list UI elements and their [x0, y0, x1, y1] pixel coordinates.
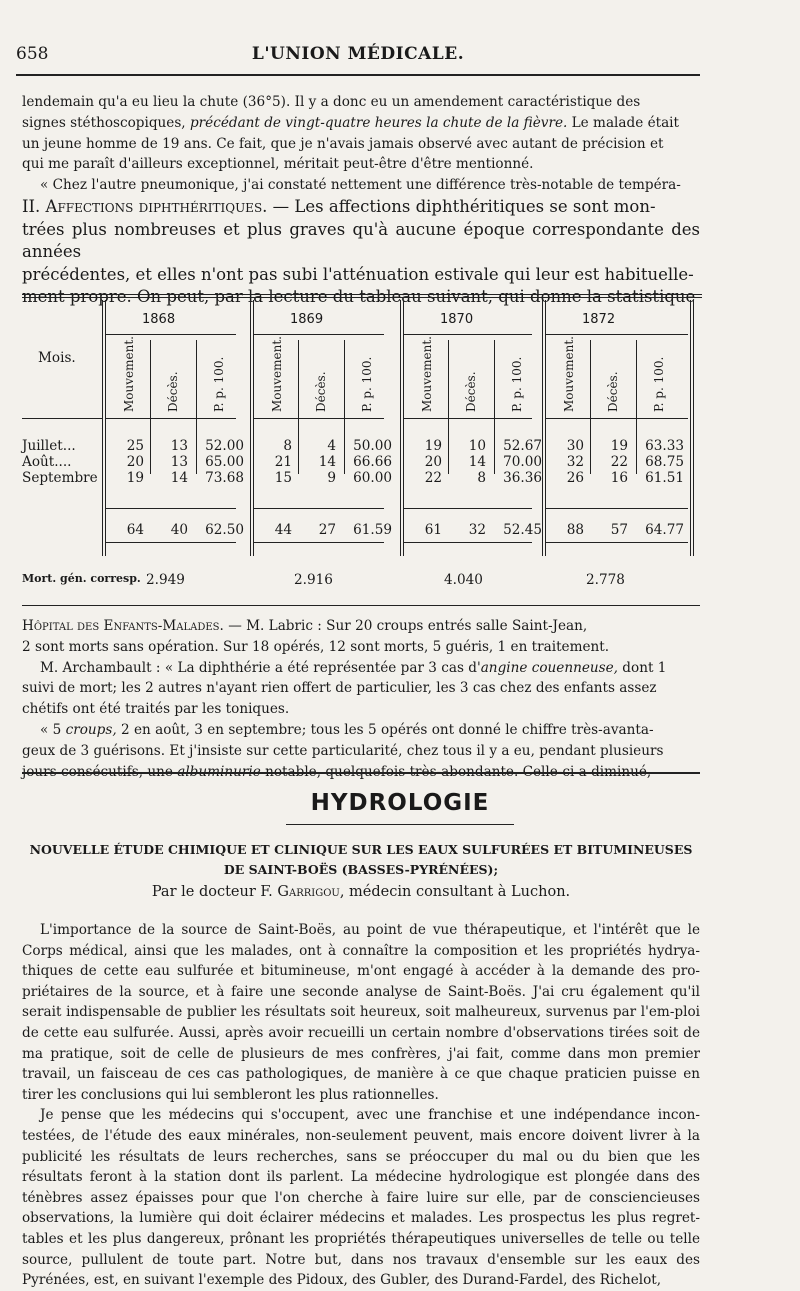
total-cell: 57	[610, 522, 628, 538]
table-cell: 8	[477, 470, 486, 486]
subcolumn-divider	[590, 340, 591, 474]
subcolumn-header: Mouvement.	[562, 336, 576, 412]
year-brace	[106, 334, 236, 335]
table-cell: 70.00	[503, 454, 542, 470]
table-cell: 15	[274, 470, 292, 486]
year-brace	[254, 334, 384, 335]
article-body	[22, 920, 700, 1291]
intro-line: un jeune homme de 19 ans. Ce fait, que je n'avais jamais observé avec autant de précision et	[22, 135, 664, 152]
table-cell: 25	[126, 438, 144, 454]
table-cell: 26	[566, 470, 584, 486]
section-title-hydrologie: HYDROLOGIE	[310, 790, 490, 816]
table-cell: 22	[424, 470, 442, 486]
author-suffix: , médecin consultant à Luchon.	[339, 884, 571, 900]
mort-value: 2.949	[146, 572, 185, 588]
author-name: Garrigou	[277, 884, 340, 900]
subcolumn-divider	[636, 340, 637, 474]
table-cell: 19	[424, 438, 442, 454]
month-label: Septembre	[22, 470, 98, 486]
table-cell: 20	[424, 454, 442, 470]
intro-line: qui me paraît d'ailleurs exceptionnel, méritait peut-être d'être mentionné.	[22, 156, 534, 173]
table-right-edge	[693, 300, 694, 556]
group-divider	[403, 300, 404, 556]
total-rule	[546, 542, 688, 543]
hopital-text: notable, quelquefois très-abondante. Celle-ci a diminué,	[260, 763, 652, 780]
hopital-paragraph	[22, 616, 700, 782]
subcolumn-header: Décès.	[314, 371, 328, 412]
year-brace	[546, 334, 688, 335]
page-header	[16, 44, 700, 76]
total-cell: 61.59	[353, 522, 392, 538]
table-cell: 52.00	[205, 438, 244, 454]
table-cell: 63.33	[645, 438, 684, 454]
table-cell: 14	[468, 454, 486, 470]
hopital-line: chétifs ont été traités par les toniques.	[22, 701, 290, 718]
subheader-rule	[546, 418, 688, 419]
subcolumn-header: Mouvement.	[270, 336, 284, 412]
subcolumn-header: Décès.	[464, 371, 478, 412]
header-bottom-rule	[22, 418, 102, 419]
subcolumn-divider	[196, 340, 197, 474]
total-cell: 44	[274, 522, 292, 538]
section-ii-line: ment propre. On peut, par la lecture du tableau suivant, qui donne la statistique	[22, 287, 696, 306]
subheader-rule	[404, 418, 532, 419]
hopital-text: M. Archambault : « La diphthérie a été représentée par 3 cas d'	[40, 659, 481, 676]
table-top-rule	[22, 294, 702, 295]
table-cell: 14	[318, 454, 336, 470]
total-cell: 52.45	[503, 522, 542, 538]
hopital-line: geux de 3 guérisons. Et j'insiste sur cette particularité, chez tous il y a eu, pendant plusieurs	[22, 742, 664, 759]
table-cell: 32	[566, 454, 584, 470]
article-title-line: NOUVELLE ÉTUDE CHIMIQUE ET CLINIQUE SUR LES EAUX SULFURÉES ET BITUMINEUSES	[29, 842, 693, 857]
group-divider	[542, 300, 543, 556]
hopital-line	[22, 720, 700, 741]
mort-label: Mort. gén. corresp.	[22, 572, 141, 585]
diphtheria-statistics-table	[22, 294, 702, 594]
subcolumn-divider	[150, 340, 151, 474]
table-cell: 4	[327, 438, 336, 454]
table-cell: 16	[610, 470, 628, 486]
table-cell: 50.00	[353, 438, 392, 454]
subcolumn-header: Mouvement.	[420, 336, 434, 412]
table-cell: 65.00	[205, 454, 244, 470]
group-divider	[102, 300, 103, 556]
table-cell: 14	[170, 470, 188, 486]
row-header-mois: Mois.	[38, 350, 76, 366]
table-bottom-rule	[22, 605, 700, 606]
total-cell: 64	[126, 522, 144, 538]
table-cell: 30	[566, 438, 584, 454]
total-rule	[254, 542, 384, 543]
article-author	[22, 884, 700, 900]
subheader-rule	[106, 418, 236, 419]
table-cell: 19	[126, 470, 144, 486]
table-top-rule	[22, 297, 702, 298]
subcolumn-header: Décès.	[166, 371, 180, 412]
subcolumn-header: P. p. 100.	[360, 356, 374, 412]
table-cell: 19	[610, 438, 628, 454]
article-title	[22, 840, 700, 880]
intro-text: signes stéthoscopiques,	[22, 114, 186, 131]
table-cell: 52.67	[503, 438, 542, 454]
year-label: 1870	[440, 312, 474, 327]
subcolumn-header: P. p. 100.	[212, 356, 226, 412]
total-rule	[106, 542, 236, 543]
total-rule	[106, 508, 236, 509]
intro-paragraph	[22, 92, 700, 196]
section-title-underline	[286, 824, 514, 825]
section-ii-line	[22, 196, 700, 219]
mort-value: 4.040	[444, 572, 483, 588]
total-cell: 61	[424, 522, 442, 538]
table-cell: 22	[610, 454, 628, 470]
table-cell: 10	[468, 438, 486, 454]
section-ii-heading: II. Affections diphthéritiques.	[22, 197, 268, 216]
table-cell: 21	[274, 454, 292, 470]
subcolumn-header: P. p. 100.	[652, 356, 666, 412]
author-prefix: Par le docteur F.	[151, 884, 278, 900]
hopital-text: « 5	[40, 721, 66, 738]
hopital-line	[22, 658, 700, 679]
section-ii	[22, 196, 700, 309]
subcolumn-header: P. p. 100.	[510, 356, 524, 412]
table-cell: 20	[126, 454, 144, 470]
hopital-line: 2 sont morts sans opération. Sur 18 opérés, 12 sont morts, 5 guéris, 1 en traitement.	[22, 638, 610, 655]
section-divider	[22, 772, 700, 774]
table-cell: 73.68	[205, 470, 244, 486]
hopital-line	[22, 616, 700, 637]
hopital-italic: angine couenneuse,	[480, 659, 618, 676]
table-cell: 68.75	[645, 454, 684, 470]
article-paragraph: Je pense que les médecins qui s'occupent, avec une franchise et une indépendance incon-testées, de l'étude des eaux minérales, non-seulement peuvent, mais encore doivent livrer à la publicité les résultats de leurs recherches, sans se préoccuper du mal ou du bien que les résultats feront à la station dont ils parlent. La médecine hydrologique est plongée dans des ténèbres assez épaisses pour que l'on cherche à faire luire sur elle, par de consciencieuses observations, la lumière qui doit éclairer médecins et malades. Les prospectus les plus regret-tables et les plus dangereux, prônant les propriétés thérapeutiques universelles de telle ou telle source, pullulent de toute part. Notre but, dans nos travaux d'ensemble sur les eaux des Pyrénées, est, en suivant l'exemple des Pidoux, des Gubler, des Durand-Fardel, des Richelot,	[22, 1107, 700, 1289]
hopital-line: suivi de mort; les 2 autres n'ayant rien offert de particulier, les 3 cas chez des enfants assez	[22, 680, 657, 697]
subcolumn-divider	[448, 340, 449, 474]
intro-italic: précédant de vingt-quatre heures la chute de la fièvre.	[189, 114, 568, 131]
hopital-heading: Hôpital des Enfants-Malades.	[22, 618, 224, 634]
journal-title: L'UNION MÉDICALE.	[251, 44, 465, 64]
group-divider	[253, 300, 254, 556]
total-cell: 62.50	[205, 522, 244, 538]
intro-line: « Chez l'autre pneumonique, j'ai constaté nettement une différence très-notable de tempéra-	[40, 177, 681, 194]
group-divider	[545, 300, 546, 556]
mort-value: 2.778	[586, 572, 625, 588]
hopital-italic: croups,	[65, 721, 117, 738]
table-cell: 66.66	[353, 454, 392, 470]
year-label: 1868	[142, 312, 176, 327]
hopital-text: 2 en août, 3 en septembre; tous les 5 opérés ont donné le chiffre très-avanta-	[116, 721, 654, 738]
group-divider	[250, 300, 251, 556]
month-label: Juillet...	[22, 438, 76, 454]
table-cell: 13	[170, 454, 188, 470]
page-number: 658	[16, 44, 49, 64]
group-divider	[105, 300, 106, 556]
month-label: Août....	[22, 454, 72, 470]
table-cell: 61.51	[645, 470, 684, 486]
subcolumn-header: Décès.	[606, 371, 620, 412]
table-cell: 13	[170, 438, 188, 454]
table-cell: 9	[327, 470, 336, 486]
article-paragraph: L'importance de la source de Saint-Boës, au point de vue thérapeutique, et l'intérêt que le Corps médical, ainsi que les malades, ont à connaître la composition et les propriétés hydrya-thiques de cette eau sulfurée et bitumineuse, m'ont engagé à accéder à la demande des pro-priétaires de la source, et à faire une seconde analyse de Saint-Boës. J'ai cru également qu'il serait indispensable de publier les résultats soit heureux, soit malheureux, survenus par l'em-ploi de cette eau sulfurée. Aussi, après avoir recueilli un certain nombre d'observations tirées soit de ma pratique, soit de celle de plusieurs de mes confrères, j'ai fait, comme dans mon premier travail, un faisceau de ces cas pathologiques, de manière à ce que chaque praticien puisse en tirer les conclusions qui lui sembleront les plus rationnelles.	[22, 922, 700, 1103]
table-cell: 36.36	[503, 470, 542, 486]
total-cell: 32	[468, 522, 486, 538]
year-label: 1872	[582, 312, 616, 327]
article-title-line: DE SAINT-BOËS (BASSES-PYRÉNÉES);	[223, 862, 499, 877]
group-divider	[400, 300, 401, 556]
section-ii-line: trées plus nombreuses et plus graves qu'à aucune époque correspondante des années	[22, 219, 700, 261]
table-cell: 8	[283, 438, 292, 454]
hopital-text: dont 1	[617, 659, 667, 676]
total-cell: 27	[318, 522, 336, 538]
section-ii-text: — Les affections diphthéritiques se sont mon-	[272, 197, 656, 216]
subcolumn-divider	[494, 340, 495, 474]
total-rule	[404, 542, 532, 543]
total-cell: 40	[170, 522, 188, 538]
hopital-text: jours consécutifs, une	[22, 763, 178, 780]
section-ii-line: précédentes, et elles n'ont pas subi l'atténuation estivale qui leur est habituelle-	[22, 264, 694, 284]
subheader-rule	[254, 418, 384, 419]
subcolumn-header: Mouvement.	[122, 336, 136, 412]
intro-text: Le malade était	[571, 114, 679, 131]
intro-line: lendemain qu'a eu lieu la chute (36°5). Il y a donc eu un amendement caractéristique des	[22, 94, 641, 110]
hopital-italic: albuminurie	[177, 763, 261, 780]
table-cell: 60.00	[353, 470, 392, 486]
subcolumn-divider	[344, 340, 345, 474]
hopital-text: — M. Labric : Sur 20 croups entrés salle Saint-Jean,	[228, 618, 588, 634]
table-right-edge	[690, 300, 691, 556]
total-rule	[404, 508, 532, 509]
total-rule	[546, 508, 688, 509]
subcolumn-divider	[298, 340, 299, 474]
year-label: 1869	[290, 312, 324, 327]
total-cell: 64.77	[645, 522, 684, 538]
mort-value: 2.916	[294, 572, 333, 588]
intro-line	[22, 113, 700, 134]
total-cell: 88	[566, 522, 584, 538]
year-brace	[404, 334, 532, 335]
total-rule	[254, 508, 384, 509]
